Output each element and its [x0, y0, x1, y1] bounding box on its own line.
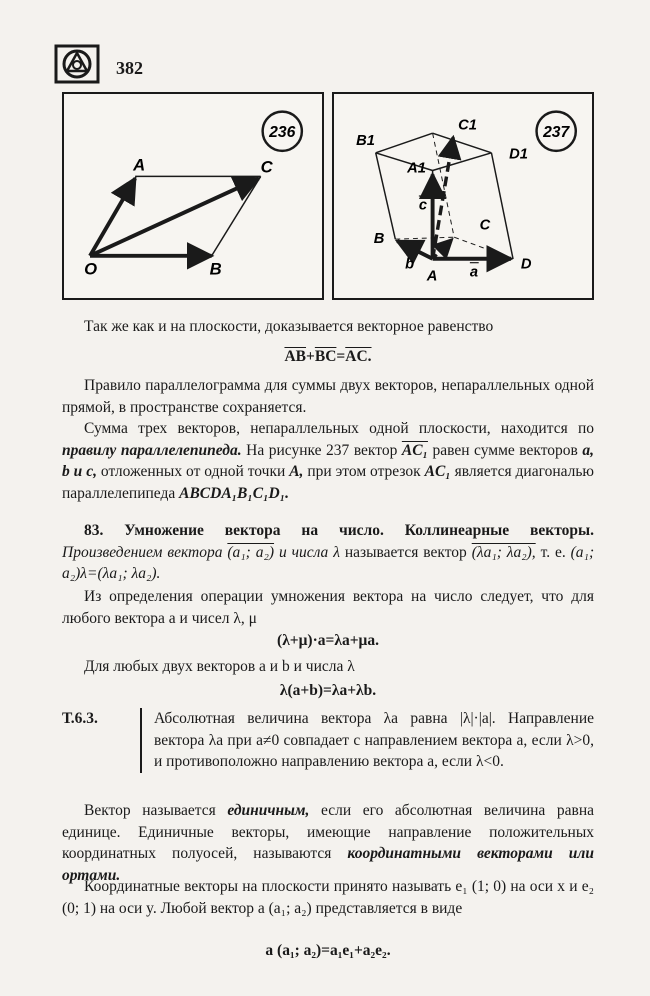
- page-number: 382: [116, 58, 143, 78]
- theorem-body: Абсолютная величина вектора λa равна |λ|·|a|. Направление вектора λa при a≠0 совпадает с направлением вектора a, если λ>0, и противоположно направлению вектора a, если λ<0.: [140, 708, 594, 773]
- label-c: C: [479, 217, 491, 234]
- paragraph-parallelepiped-rule: Сумма трех векторов, непараллельных одной плоскости, находится по правилу параллелепипеда. На рисунке 237 вектор AC₁ равен сумме векторов a, b и c, отложенных от одной точки A, при этом отрезок AC₁ является диагональю параллелепипеда ABCDA₁B₁C₁D₁.: [62, 420, 595, 502]
- paragraph-vector-equality: Так же как и на плоскости, доказывается векторное равенство: [84, 318, 494, 335]
- label-b1: B1: [356, 133, 375, 149]
- section-83: 83. Умножение вектора на число. Коллинеарные векторы. Произведением вектора (a₁; a₂) и числа λ называется вектор (λa₁; λa₂), т. е. (a₁; a₂)λ=(λa₁; λa₂).: [62, 522, 595, 582]
- label-b: B: [209, 259, 222, 279]
- formula-distributive-scalar: (λ+μ)·a=λa+μa.: [277, 632, 379, 649]
- svg-text:236: 236: [269, 124, 296, 142]
- figure-237: [332, 92, 594, 300]
- label-vector-b: b: [405, 256, 415, 273]
- paragraph-distributive-vector: Для любых двух векторов a и b и числа λ: [84, 658, 355, 675]
- label-a: A: [133, 155, 146, 175]
- paragraph-parallelogram-rule: Правило параллелограмма для суммы двух векторов, непараллельных одной прямой, в пространстве сохраняется.: [62, 377, 594, 416]
- label-vector-c: c: [418, 197, 428, 214]
- label-d1: D1: [509, 146, 528, 163]
- paragraph-coordinate-vectors: Координатные векторы на плоскости принято называть e₁ (1; 0) на оси x и e₂ (0; 1) на оси y. Любой вектор a (a₁; a₂) представляется в виде: [62, 878, 594, 917]
- formula-distributive-vector: λ(a+b)=λa+λb.: [279, 682, 377, 699]
- vector-oc: [90, 178, 259, 255]
- vector-b: [397, 241, 432, 259]
- formula-vector-decomposition: a (a₁; a₂)=a₁e₁+a₂e₂.: [265, 942, 391, 959]
- publisher-logo: [54, 44, 100, 84]
- label-c: C: [260, 157, 273, 177]
- figure-237-badge: [537, 112, 576, 151]
- label-o: O: [84, 259, 98, 279]
- label-vector-a: a: [469, 264, 479, 281]
- label-c1: C1: [458, 117, 477, 134]
- formula-vector-sum: $\overline{AB}+\overline{BC}=AC$.: [284, 348, 372, 365]
- figure-236: [62, 92, 324, 300]
- paragraph-unit-vectors: Вектор называется единичным, если его абсолютная величина равна единице. Единичные векторы, имеющие направление положительных координатных полуосей, называются координатными векторами или ортами.: [62, 802, 595, 884]
- svg-text:237: 237: [543, 124, 570, 142]
- section-83-heading: 83. Умножение вектора на число. Коллинеарные векторы.: [84, 522, 594, 539]
- label-a: A: [426, 268, 438, 285]
- theorem-label: Т.6.3.: [62, 710, 98, 727]
- label-a1: A1: [407, 160, 426, 177]
- label-b: B: [373, 231, 385, 248]
- paragraph-distributive-scalar: Из определения операции умножения вектора на число следует, что для любого вектора a и чисел λ, μ: [62, 588, 594, 627]
- label-d: D: [520, 256, 532, 273]
- figure-236-badge: [263, 112, 302, 151]
